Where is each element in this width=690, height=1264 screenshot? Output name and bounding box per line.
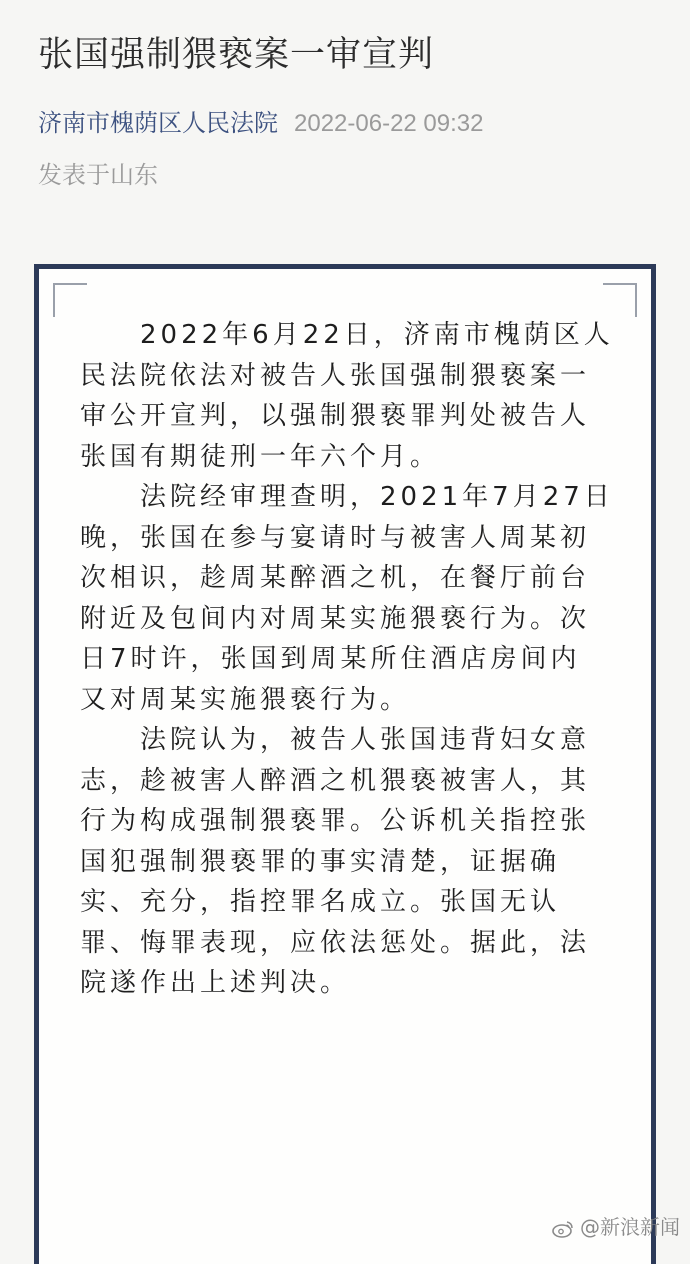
body-line: 罪、悔罪表现，应依法惩处。据此，法 bbox=[80, 927, 591, 958]
source-link[interactable]: 济南市槐荫区人民法院 bbox=[38, 109, 278, 137]
frame-corner-top-right bbox=[603, 283, 637, 317]
body-line: 晚，张国在参与宴请时与被害人周某初 bbox=[80, 522, 591, 553]
publish-time: 2022-06-22 09:32 bbox=[294, 110, 484, 137]
body-line: 国犯强制猥亵罪的事实清楚，证据确 bbox=[80, 846, 561, 877]
paragraph-ruling bbox=[80, 720, 625, 1004]
body-line: 审公开宣判，以强制猥亵罪判处被告人 bbox=[80, 401, 591, 431]
watermark bbox=[552, 1211, 680, 1240]
frame-corner-top-left bbox=[53, 283, 87, 317]
body-line: 附近及包间内对周某实施猥亵行为。次 bbox=[80, 603, 591, 634]
article-meta bbox=[38, 106, 484, 141]
paragraph-verdict bbox=[80, 315, 625, 477]
publish-location: 发表于山东 bbox=[38, 161, 158, 189]
body-line: 民法院依法对被告人张国强制猥亵案一 bbox=[80, 360, 591, 391]
body-line: 行为构成强制猥亵罪。公诉机关指控张 bbox=[80, 806, 591, 836]
article-image-frame bbox=[34, 264, 656, 1264]
body-line: 法院经审理查明，2021年7月27日 bbox=[140, 482, 614, 512]
article-title: 张国强制猥亵案一审宣判 bbox=[38, 35, 435, 75]
article-body bbox=[80, 315, 625, 1004]
body-line: 法院认为，被告人张国违背妇女意 bbox=[140, 725, 591, 755]
body-line: 院遂作出上述判决。 bbox=[80, 968, 351, 998]
paragraph-facts bbox=[80, 477, 625, 720]
body-line: 又对周某实施猥亵行为。 bbox=[80, 684, 411, 715]
body-line: 实、充分，指控罪名成立。张国无认 bbox=[80, 887, 561, 917]
weibo-icon bbox=[552, 1220, 574, 1238]
body-line: 次相识，趁周某醉酒之机，在餐厅前台 bbox=[80, 563, 591, 593]
body-line: 2022年6月22日，济南市槐荫区人 bbox=[140, 320, 614, 350]
body-line: 日7时许，张国到周某所住酒店房间内 bbox=[80, 644, 581, 674]
watermark-text: @新浪新闻 bbox=[580, 1215, 680, 1239]
body-line: 张国有期徒刑一年六个月。 bbox=[80, 441, 441, 472]
body-line: 志，趁被害人醉酒之机猥亵被害人，其 bbox=[80, 765, 591, 796]
